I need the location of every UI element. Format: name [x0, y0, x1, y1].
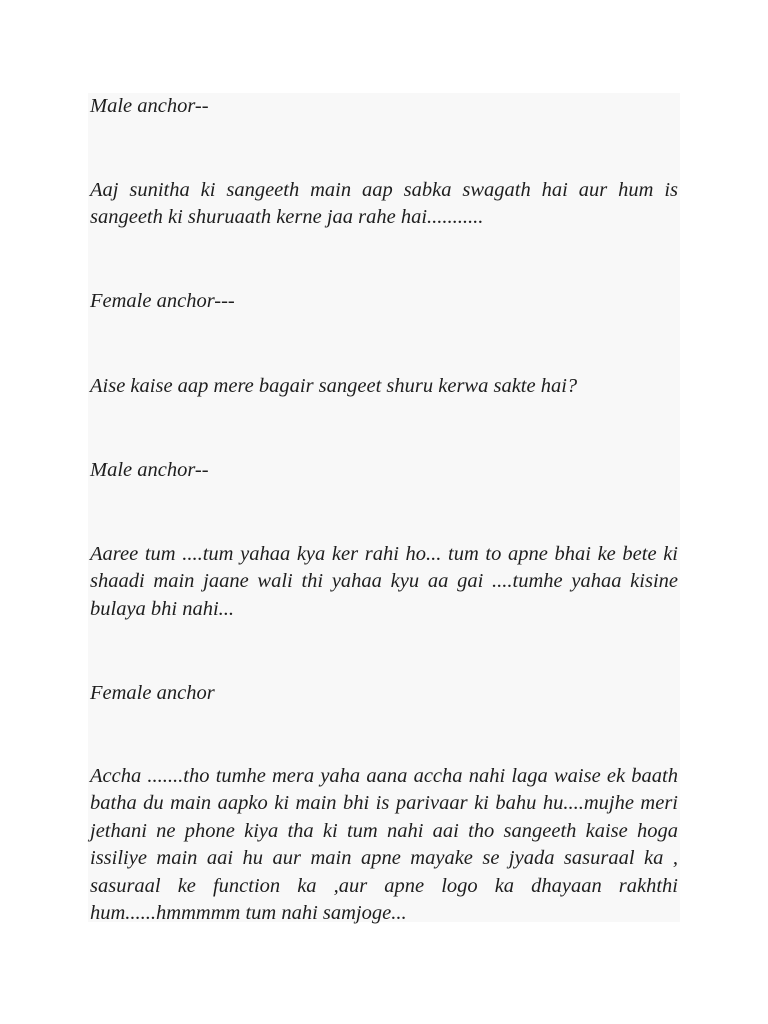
- dialogue-paragraph: Aaj sunitha ki sangeeth main aap sabka swagath hai aur hum is sangeeth ki shuruaath kerne jaa rahe hai...........: [90, 179, 678, 229]
- speaker-label-female-anchor: Female anchor---: [90, 290, 235, 312]
- speaker-label-male-anchor: Male anchor--: [90, 459, 209, 481]
- dialogue-paragraph: Aaree tum ....tum yahaa kya ker rahi ho... tum to apne bhai ke bete ki shaadi main jaane wali thi yahaa kyu aa gai ....tumhe yahaa kisine bulaya bhi nahi...: [90, 543, 678, 620]
- dialogue-paragraph: Aise kaise aap mere bagair sangeet shuru kerwa sakte hai?: [90, 375, 578, 397]
- dialogue-paragraph: Accha .......tho tumhe mera yaha aana accha nahi laga waise ek baath batha du main aapko ki main bhi is parivaar ki bahu hu....mujhe meri jethani ne phone kiya tha ki tum nahi aai tho sangeeth kaise hoga issiliye main aai hu aur main apne mayake se jyada sasuraal ka , sasuraal ke function ka ,aur apne logo ka dhayaan rakhthi hum......hmmmmm tum nahi samjoge...: [90, 765, 678, 925]
- speaker-label-female-anchor: Female anchor: [90, 682, 215, 704]
- document-page: [88, 93, 680, 925]
- speaker-label-male-anchor: Male anchor--: [90, 95, 209, 117]
